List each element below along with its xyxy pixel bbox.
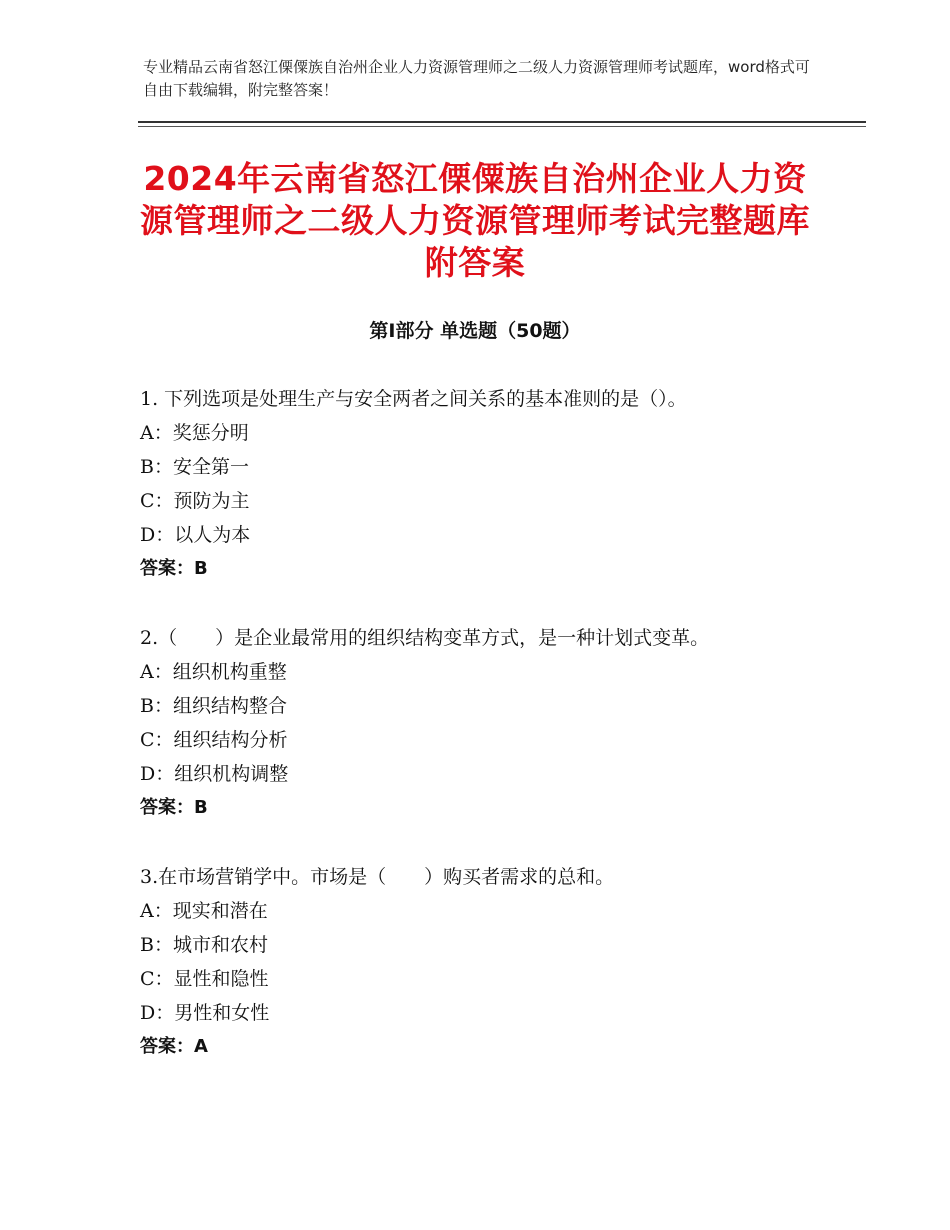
option-a: A：奖惩分明 <box>140 422 249 444</box>
option-c: C：显性和隐性 <box>140 968 269 990</box>
section-title: 第Ⅰ部分 单选题（50题） <box>369 320 581 342</box>
question-2 <box>140 621 860 825</box>
header-note: 专业精品云南省怒江傈僳族自治州企业人力资源管理师之二级人力资源管理师考试题库，word格式可自由下载编辑，附完整答案！ <box>143 58 810 99</box>
question-3 <box>140 860 860 1064</box>
option-d: D：男性和女性 <box>140 1002 270 1024</box>
question-list <box>140 382 860 1064</box>
answer: 答案：B <box>140 797 208 818</box>
question-spacer <box>140 825 860 860</box>
header-rule-thin <box>138 126 866 127</box>
question-1 <box>140 382 860 586</box>
option-c: C：预防为主 <box>140 490 250 512</box>
option-b: B：城市和农村 <box>140 934 268 956</box>
question-spacer <box>140 586 860 621</box>
option-b: B：安全第一 <box>140 456 249 478</box>
option-a: A：现实和潜在 <box>140 900 268 922</box>
option-d: D：组织机构调整 <box>140 763 289 785</box>
answer: 答案：A <box>140 1036 208 1057</box>
option-d: D：以人为本 <box>140 524 251 546</box>
question-stem: 1. 下列选项是处理生产与安全两者之间关系的基本准则的是（）。 <box>140 388 687 410</box>
answer: 答案：B <box>140 558 208 579</box>
question-stem: 2.（ ）是企业最常用的组织结构变革方式，是一种计划式变革。 <box>140 627 710 649</box>
option-b: B：组织结构整合 <box>140 695 287 717</box>
option-c: C：组织结构分析 <box>140 729 288 751</box>
question-stem: 3.在市场营销学中。市场是（ ）购买者需求的总和。 <box>140 866 615 888</box>
header-rule-thick <box>138 121 866 123</box>
document-title: 2024年云南省怒江傈僳族自治州企业人力资源管理师之二级人力资源管理师考试完整题库附答案 <box>140 159 810 282</box>
option-a: A：组织机构重整 <box>140 661 287 683</box>
